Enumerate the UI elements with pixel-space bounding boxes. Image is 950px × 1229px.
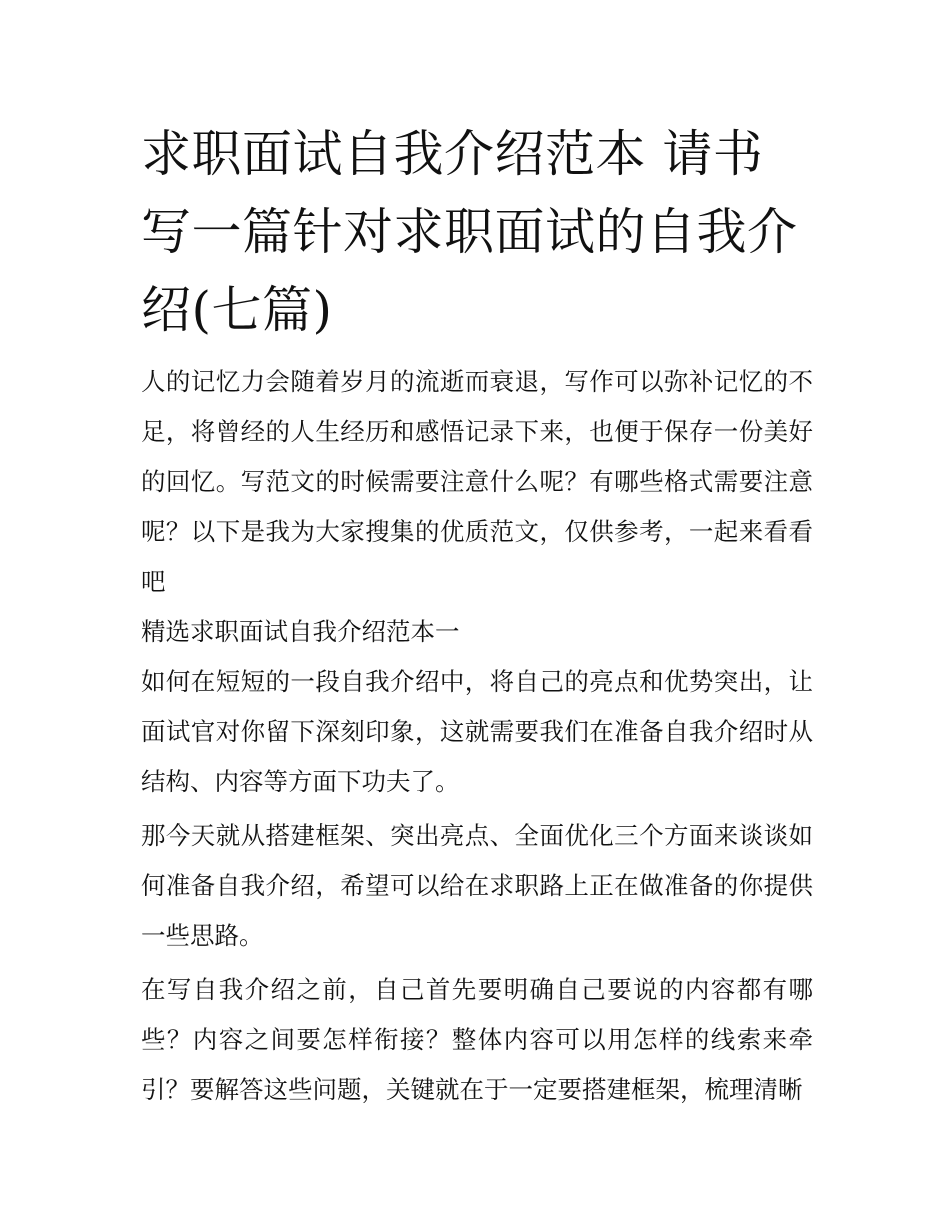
intro-paragraph: 人的记忆力会随着岁月的流逝而衰退，写作可以弥补记忆的不足，将曾经的人生经历和感悟记录下来，也便于保存一份美好的回忆。写范文的时候需要注意什么呢？有哪些格式需要注意呢？以下是我为大家搜集的优质范文，仅供参考，一起来看看吧 [141, 367, 813, 596]
body-paragraph-2: 那今天就从搭建框架、突出亮点、全面优化三个方面来谈谈如何准备自我介绍，希望可以给在求职路上正在做准备的你提供一些思路。 [141, 821, 813, 950]
body-paragraph-3: 在写自我介绍之前，自己首先要明确自己要说的内容都有哪些？内容之间要怎样衔接？整体内容可以用怎样的线索来牵引？要解答这些问题，关键就在于一定要搭建框架，梳理清晰 [141, 975, 813, 1104]
document-page [141, 115, 813, 1115]
body-paragraph-1: 如何在短短的一段自我介绍中，将自己的亮点和优势突出，让面试官对你留下深刻印象，这就需要我们在准备自我介绍时从结构、内容等方面下功夫了。 [141, 667, 813, 796]
section-heading: 精选求职面试自我介绍范本一 [141, 617, 460, 646]
document-title: 求职面试自我介绍范本 请书写一篇针对求职面试的自我介绍(七篇) [141, 125, 798, 339]
